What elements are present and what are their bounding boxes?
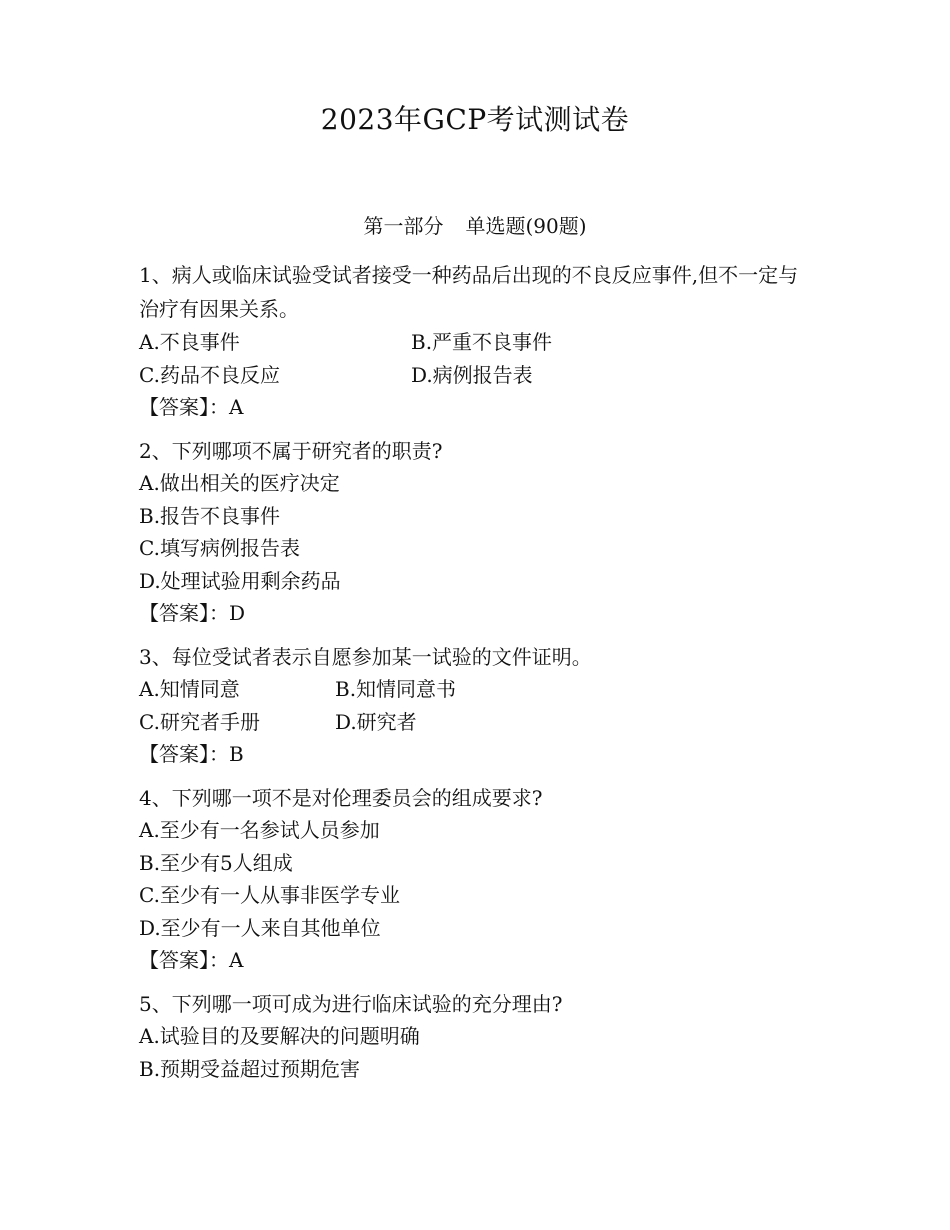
question-2 [139,435,829,630]
section-name: 单选题(90题) [465,214,587,238]
option-b: B.至少有5人组成 [139,850,293,875]
option-c: C.至少有一人从事非医学专业 [139,883,400,907]
options-row [139,706,829,739]
options-row [139,673,829,706]
option-a: A.至少有一名参试人员参加 [139,818,380,842]
answer-label: 【答案】： [139,742,229,766]
option-a: A.做出相关的医疗决定 [139,471,340,495]
exam-title: 2023年GCP考试测试卷 [320,103,630,136]
option-c: C.药品不良反应 [139,362,280,387]
answer-label: 【答案】： [139,395,229,419]
question-list [139,258,829,1096]
question-stem: 4、下列哪一项不是对伦理委员会的组成要求? [139,785,543,810]
answer-value: A [229,395,244,419]
option-d: D.处理试验用剩余药品 [139,568,341,593]
answer-label: 【答案】： [139,601,229,625]
answer-label: 【答案】： [139,948,229,972]
question-stem: 2、下列哪项不属于研究者的职责? [139,438,443,463]
option-c: C.填写病例报告表 [139,536,300,560]
question-3 [139,641,829,771]
option-d: D.至少有一人来自其他单位 [139,915,381,940]
section-part: 第一部分 [363,214,444,238]
answer-line [139,944,829,977]
option-b: B.严重不良事件 [411,330,553,354]
answer-value: D [229,601,246,625]
question-stem: 3、每位受试者表示自愿参加某一试验的文件证明。 [139,644,592,669]
option-b: B.预期受益超过预期危害 [139,1056,361,1081]
option-a: A.试验目的及要解决的问题明确 [139,1024,420,1048]
question-1 [139,258,829,424]
answer-line [139,391,829,424]
option-b: B.知情同意书 [335,677,457,701]
section-heading [0,210,950,242]
option-a: A.知情同意 [139,677,240,701]
question-4 [139,782,829,977]
options-row [139,359,829,392]
option-a: A.不良事件 [139,330,240,354]
answer-line [139,597,829,630]
option-c: C.研究者手册 [139,709,260,734]
option-d: D.研究者 [335,709,417,734]
answer-value: B [229,742,244,766]
question-stem: 5、下列哪一项可成为进行临床试验的充分理由? [139,991,563,1016]
question-5 [139,988,829,1086]
option-d: D.病例报告表 [411,362,533,387]
answer-line [139,738,829,771]
question-stem: 1、病人或临床试验受试者接受一种药品后出现的不良反应事件,但不一定与治疗有因果关系。 [139,263,799,321]
options-row [139,326,829,359]
answer-value: A [229,948,244,972]
option-b: B.报告不良事件 [139,503,281,528]
